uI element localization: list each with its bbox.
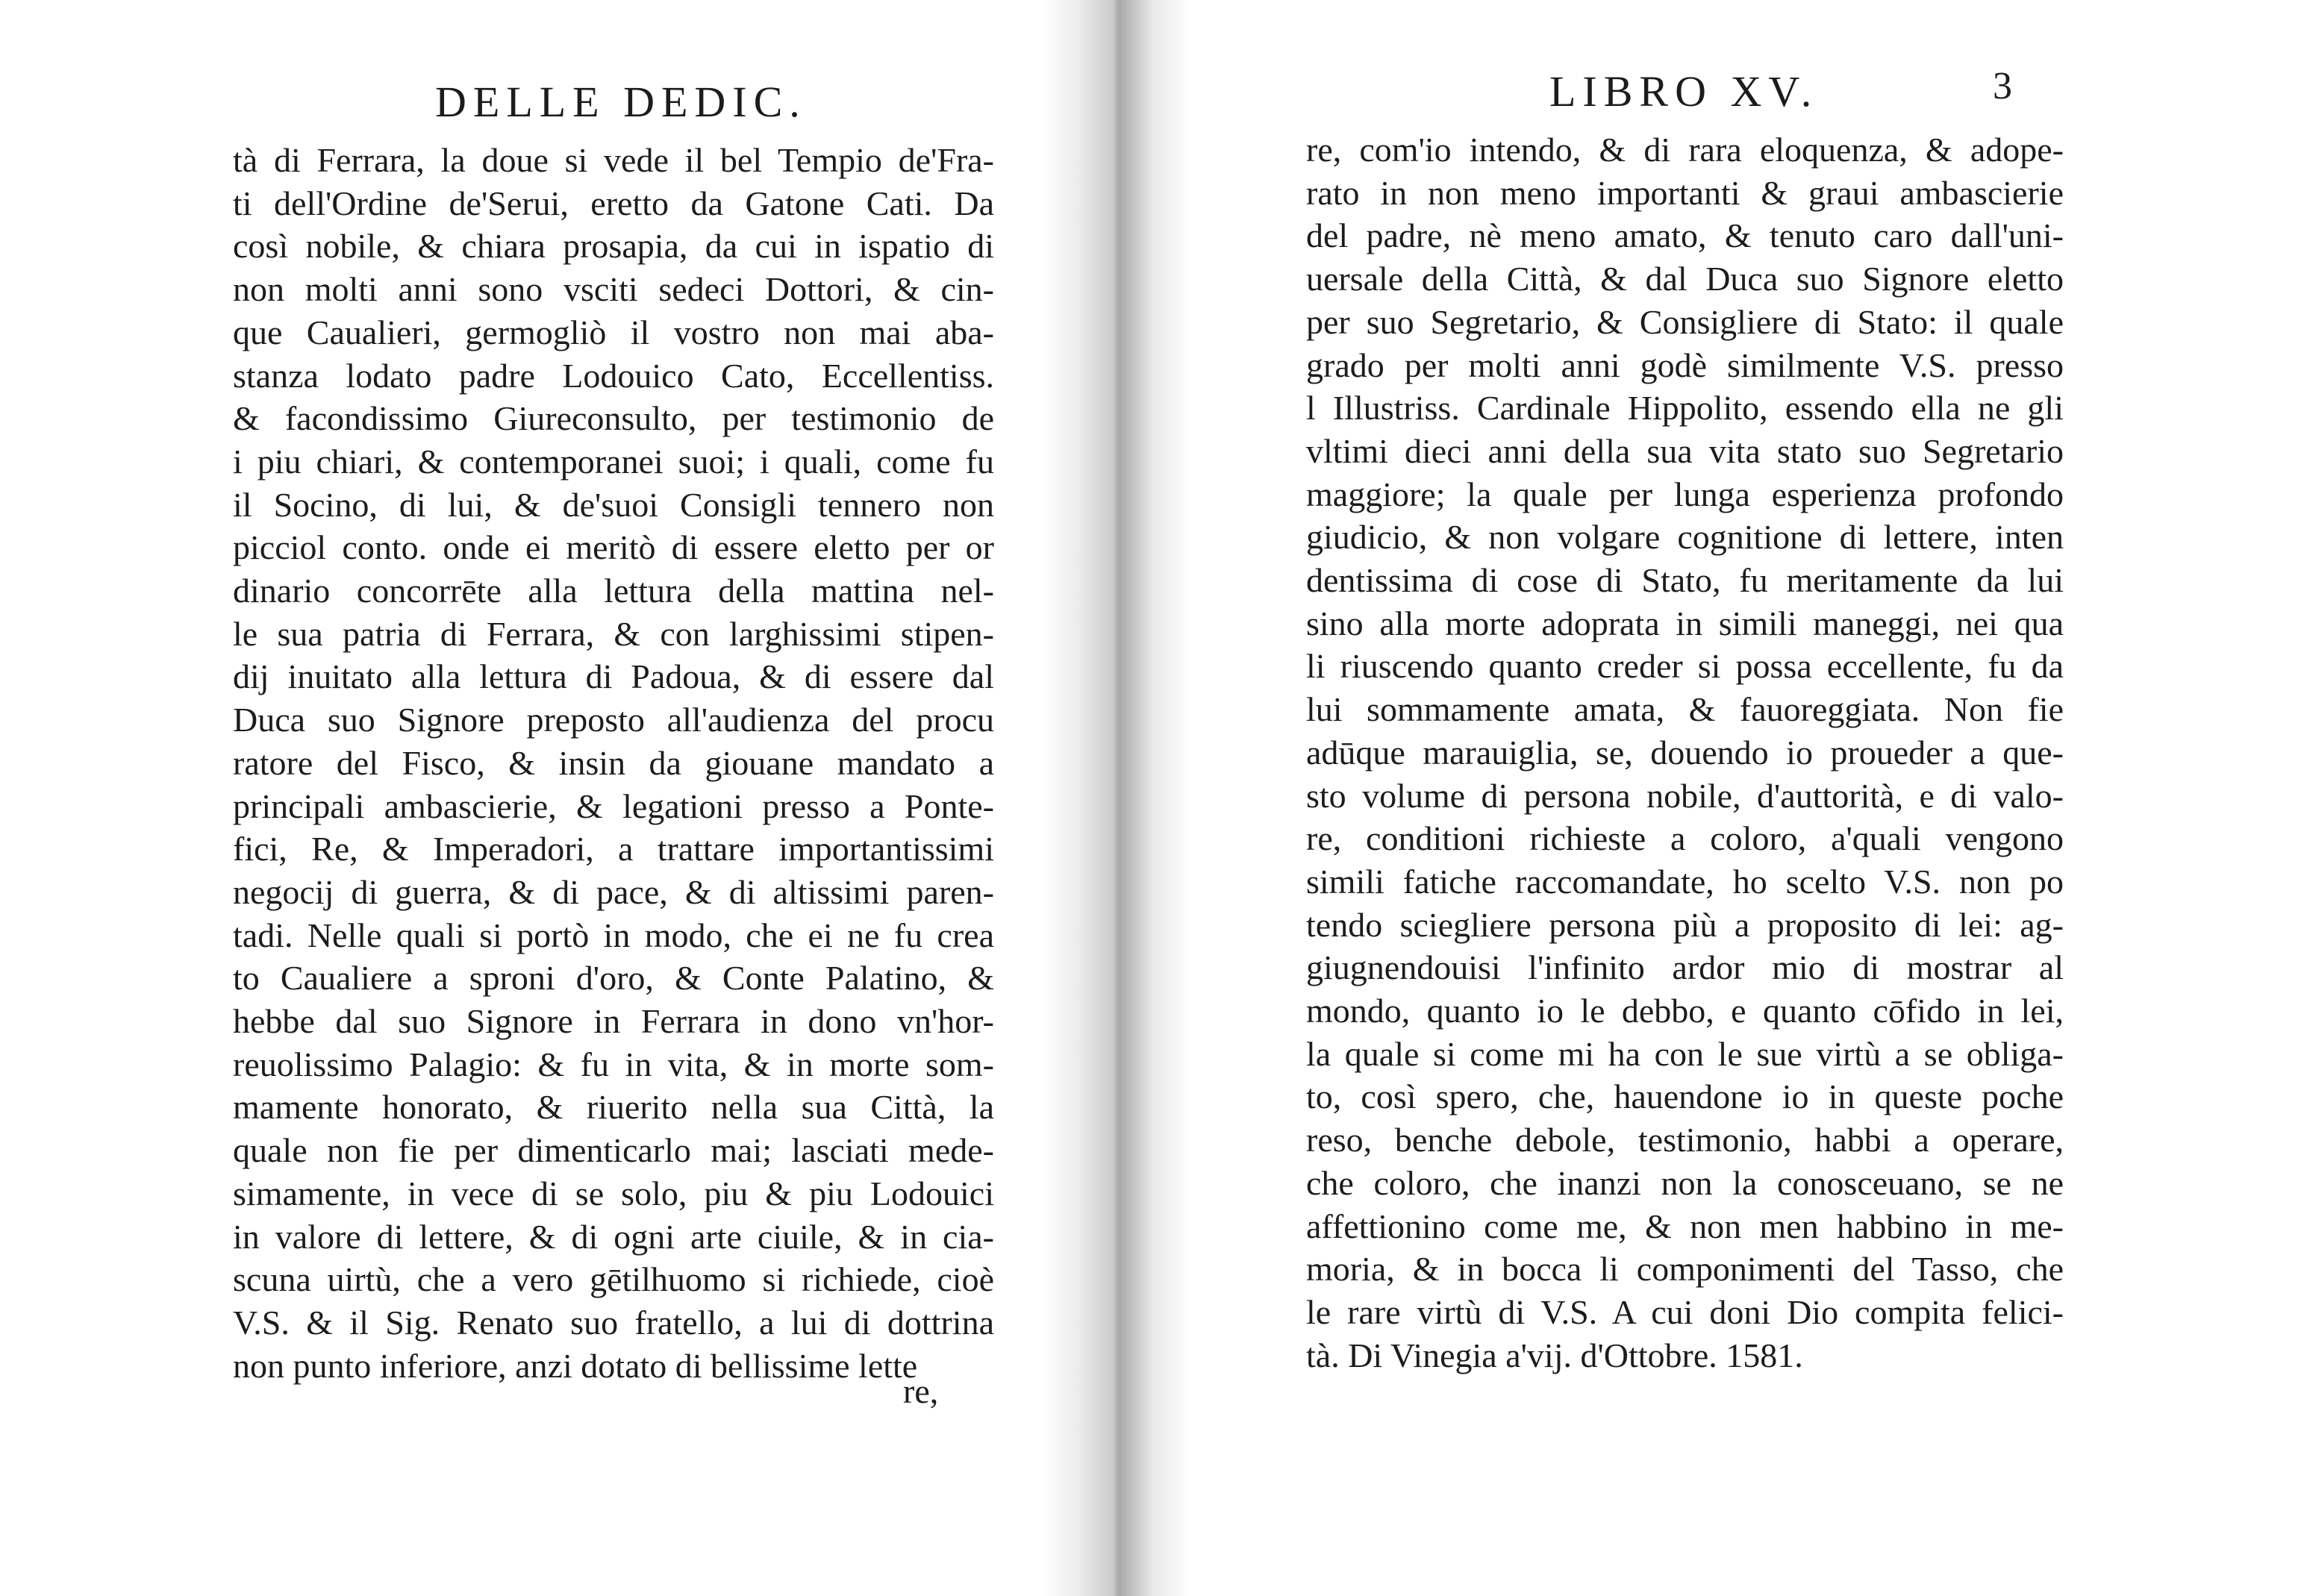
page-number: 3 xyxy=(1993,65,2012,107)
text-line: ti dell'Ordine de'Serui, eretto da Gatone Cati. Da xyxy=(233,184,994,222)
right-page-text xyxy=(1306,128,2064,1377)
text-line: Duca suo Signore preposto all'audienza del procu xyxy=(233,701,994,739)
text-line: negocij di guerra, & di pace, & di altissimi paren- xyxy=(233,872,994,911)
text-line: maggiore; la quale per lunga esperienza profondo xyxy=(1306,475,2064,513)
text-line: tendo sciegliere persona più a proposito di lei: ag- xyxy=(1306,905,2064,944)
text-line: picciol conto. onde ei meritò di essere eletto per or xyxy=(233,528,994,567)
left-page-text xyxy=(233,139,994,1387)
text-line: mondo, quanto io le debbo, e quanto cōfido in lei, xyxy=(1306,992,2064,1030)
text-line: adūque marauiglia, se, douendo io proueder a que- xyxy=(1306,733,2064,772)
text-line: sto volume di persona nobile, d'auttorità, e di valo- xyxy=(1306,776,2064,815)
text-line: reuolissimo Palagio: & fu in vita, & in morte som- xyxy=(233,1045,994,1083)
text-line: mamente honorato, & riuerito nella sua Città, la xyxy=(233,1088,994,1127)
text-line: dij inuitato alla lettura di Padoua, & di essere dal xyxy=(233,657,994,696)
text-line: hebbe dal suo Signore in Ferrara in dono vn'hor- xyxy=(233,1002,994,1041)
text-line: quale non fie per dimenticarlo mai; lasciati mede- xyxy=(233,1131,994,1170)
text-line: sino alla morte adoprata in simili maneggi, nei qua xyxy=(1306,604,2064,642)
text-line: rato in non meno importanti & graui ambascierie xyxy=(1306,173,2064,212)
text-line: il Socino, di lui, & de'suoi Consigli tennero non xyxy=(233,485,994,524)
text-line: fici, Re, & Imperadori, a trattare importantissimi xyxy=(233,830,994,869)
text-line: to Caualiere a sproni d'oro, & Conte Palatino, & xyxy=(233,959,994,998)
text-line: V.S. & il Sig. Renato suo fratello, a lui di dottrina xyxy=(233,1303,994,1342)
text-line: l Illustriss. Cardinale Hippolito, essendo ella ne gli xyxy=(1306,389,2064,428)
text-line: reso, benche debole, testimonio, habbi a operare, xyxy=(1306,1121,2064,1160)
left-running-head: DELLE DEDIC. xyxy=(435,78,807,126)
text-line: moria, & in bocca li componimenti del Tasso, che xyxy=(1306,1250,2064,1289)
text-line: grado per molti anni godè similmente V.S. presso xyxy=(1306,345,2064,384)
text-line: uersale della Città, & dal Duca suo Signore eletto xyxy=(1306,260,2064,298)
text-line: così nobile, & chiara prosapia, da cui in ispatio di xyxy=(233,227,994,266)
text-line: la quale si come mi ha con le sue virtù a se obliga- xyxy=(1306,1034,2064,1073)
text-line: non punto inferiore, anzi dotato di bellissime lette xyxy=(233,1346,918,1385)
text-line: que Caualieri, germogliò il vostro non mai aba- xyxy=(233,313,994,351)
text-line: ratore del Fisco, & insin da giouane mandato a xyxy=(233,743,994,782)
text-line: & facondissimo Giureconsulto, per testimonio de xyxy=(233,399,994,438)
text-line: del padre, nè meno amato, & tenuto caro dall'uni- xyxy=(1306,216,2064,255)
text-line: dentissima di cose di Stato, fu meritamente da lui xyxy=(1306,561,2064,600)
text-line: affettionino come me, & non men habbino in me- xyxy=(1306,1207,2064,1245)
text-line: per suo Segretario, & Consigliere di Stato: il quale xyxy=(1306,302,2064,341)
text-line: re, com'io intendo, & di rara eloquenza, & adope- xyxy=(1306,131,2064,169)
text-line: che coloro, che inanzi non la conosceuano, se ne xyxy=(1306,1163,2064,1202)
text-line: tadi. Nelle quali si portò in modo, che ei ne fu crea xyxy=(233,916,994,954)
text-line: scuna uirtù, che a vero gētilhuomo si richiede, cioè xyxy=(233,1260,994,1299)
text-line: li riuscendo quanto creder si possa eccellente, fu da xyxy=(1306,647,2064,686)
text-line: simamente, in vece di se solo, piu & piu Lodouici xyxy=(233,1174,994,1212)
text-line: dinario concorrēte alla lettura della mattina nel- xyxy=(233,572,994,610)
text-line: tà di Ferrara, la doue si vede il bel Tempio de'Fra- xyxy=(233,141,994,179)
text-line: to, così spero, che, hauendone io in queste poche xyxy=(1306,1077,2064,1116)
text-line: non molti anni sono vsciti sedeci Dottori, & cin- xyxy=(233,270,994,309)
text-line: stanza lodato padre Lodouico Cato, Eccellentiss. xyxy=(233,356,994,395)
text-line: i piu chiari, & contemporanei suoi; i quali, come fu xyxy=(233,442,994,481)
text-line: giudicio, & non volgare cognitione di lettere, inten xyxy=(1306,518,2064,557)
text-line: principali ambascierie, & legationi presso a Ponte- xyxy=(233,786,994,825)
text-line: simili fatiche raccomandate, ho scelto V.S. non po xyxy=(1306,862,2064,901)
text-line: giugnendouisi l'infinito ardor mio di mostrar al xyxy=(1306,948,2064,987)
right-page xyxy=(1172,0,2301,1596)
text-line: re, conditioni richieste a coloro, a'quali vengono xyxy=(1306,819,2064,858)
text-line: vltimi dieci anni della sua vita stato suo Segretario xyxy=(1306,431,2064,470)
text-line: le rare virtù di V.S. A cui doni Dio compita felici- xyxy=(1306,1292,2064,1331)
right-running-head: LIBRO XV. xyxy=(1549,67,1819,116)
text-line: le sua patria di Ferrara, & con larghissimi stipen- xyxy=(233,614,994,653)
text-line: lui sommamente amata, & fauoreggiata. Non fie xyxy=(1306,690,2064,729)
text-line: tà. Di Vinegia a'vij. d'Ottobre. 1581. xyxy=(1306,1336,1803,1374)
text-line: in valore di lettere, & di ogni arte ciuile, & in cia- xyxy=(233,1217,994,1256)
catchword: re, xyxy=(903,1372,939,1410)
